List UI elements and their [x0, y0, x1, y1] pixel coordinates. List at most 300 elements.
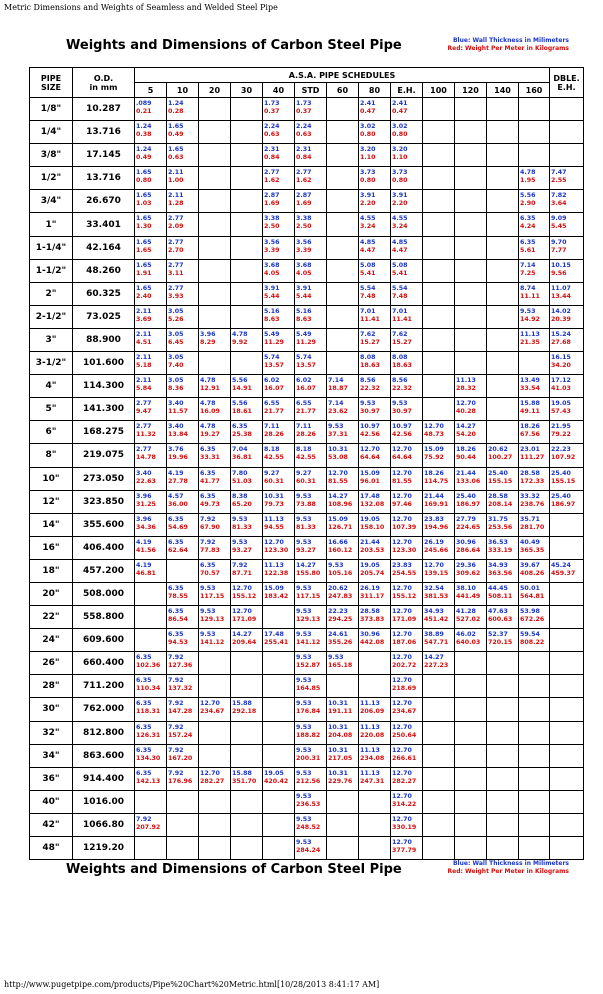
- pipe-size-cell: 2-1/2": [30, 305, 73, 328]
- od-cell: 914.400: [73, 767, 135, 790]
- value-cell: [231, 721, 263, 744]
- weight-value: 65.20: [232, 500, 252, 508]
- value-cell: [455, 328, 487, 351]
- wall-thickness-value: 21.95: [551, 423, 571, 431]
- value-cell: [167, 767, 199, 790]
- weight-value: 164.85: [296, 685, 321, 693]
- value-cell: [391, 375, 423, 398]
- wall-thickness-value: 2.77: [168, 261, 184, 269]
- value-cell: [423, 813, 455, 836]
- wall-thickness-value: 2.77: [168, 284, 184, 292]
- value-cell: [455, 444, 487, 467]
- pipe-size-cell: 26": [30, 652, 73, 675]
- weight-value: 1.10: [360, 154, 376, 162]
- wall-thickness-value: 2.77: [264, 169, 280, 177]
- value-cell: [359, 790, 391, 813]
- value-cell: [135, 398, 167, 421]
- wall-thickness-value: 9.53: [296, 515, 312, 523]
- value-cell: [391, 144, 423, 167]
- weight-value: 640.03: [456, 639, 481, 647]
- weight-value: 11.11: [520, 292, 540, 300]
- weight-value: 13.57: [296, 362, 316, 370]
- weight-value: 311.17: [360, 592, 385, 600]
- wall-thickness-value: 33.32: [520, 492, 540, 500]
- value-cell: [455, 698, 487, 721]
- footer-legend-weight: Red: Weight Per Meter in Kilograms: [447, 868, 569, 875]
- value-cell: [423, 190, 455, 213]
- weight-value: 20.39: [551, 315, 571, 323]
- weight-value: 255.41: [264, 639, 289, 647]
- value-cell: [167, 236, 199, 259]
- value-cell: [423, 444, 455, 467]
- od-cell: 17.145: [73, 144, 135, 167]
- value-cell: [199, 444, 231, 467]
- value-cell: [263, 190, 295, 213]
- value-cell: [359, 167, 391, 190]
- wall-thickness-value: 9.09: [551, 215, 567, 223]
- value-cell: [199, 652, 231, 675]
- weight-value: 408.26: [520, 569, 545, 577]
- value-cell: [263, 652, 295, 675]
- wall-thickness-value: 12.70: [392, 608, 412, 616]
- pipe-size-cell: 14": [30, 513, 73, 536]
- wall-thickness-value: 17.48: [264, 631, 284, 639]
- weight-value: 5.44: [264, 292, 280, 300]
- value-cell: [391, 767, 423, 790]
- wall-thickness-value: 4.78: [520, 169, 536, 177]
- table-row: [30, 421, 584, 444]
- value-cell: [199, 513, 231, 536]
- value-cell: [199, 213, 231, 236]
- value-cell: [423, 559, 455, 582]
- wall-thickness-value: 1.73: [296, 100, 312, 107]
- wall-thickness-value: 9.53: [328, 654, 344, 662]
- weight-value: 188.82: [296, 731, 321, 739]
- value-cell: [550, 305, 584, 328]
- value-cell: [231, 282, 263, 305]
- weight-value: 547.71: [424, 639, 449, 647]
- value-cell: [135, 305, 167, 328]
- wall-thickness-value: 7.14: [328, 400, 344, 408]
- od-cell: 273.050: [73, 467, 135, 490]
- value-cell: [519, 352, 550, 375]
- wall-thickness-value: 12.70: [200, 700, 220, 708]
- weight-value: 194.96: [424, 523, 449, 531]
- value-cell: [455, 98, 487, 121]
- value-cell: [167, 744, 199, 767]
- wall-thickness-value: 9.53: [200, 631, 216, 639]
- value-cell: [231, 259, 263, 282]
- value-cell: [295, 790, 327, 813]
- weight-value: 28.26: [296, 431, 316, 439]
- weight-value: 42.55: [264, 454, 284, 462]
- wall-thickness-value: 10.31: [264, 492, 284, 500]
- value-cell: [519, 444, 550, 467]
- value-cell: [487, 490, 519, 513]
- value-cell: [550, 582, 584, 605]
- wall-thickness-value: 12.70: [392, 446, 412, 454]
- weight-value: 355.26: [328, 639, 353, 647]
- wall-thickness-value: 12.70: [392, 469, 412, 477]
- weight-value: 114.75: [424, 477, 449, 485]
- weight-value: 266.61: [392, 754, 417, 762]
- table-row: [30, 213, 584, 236]
- value-cell: [135, 213, 167, 236]
- wall-thickness-value: 40.49: [520, 538, 540, 546]
- value-cell: [423, 698, 455, 721]
- value-cell: [327, 490, 359, 513]
- weight-value: 7.77: [551, 246, 567, 254]
- wall-thickness-value: 23.01: [520, 446, 540, 454]
- pipe-size-cell: 12": [30, 490, 73, 513]
- wall-thickness-value: 14.27: [456, 423, 476, 431]
- weight-value: 7.48: [392, 292, 408, 300]
- value-cell: [199, 236, 231, 259]
- value-cell: [487, 352, 519, 375]
- value-cell: [167, 282, 199, 305]
- value-cell: [263, 282, 295, 305]
- value-cell: [391, 513, 423, 536]
- value-cell: [391, 652, 423, 675]
- value-cell: [263, 121, 295, 144]
- weight-value: 254.55: [392, 569, 417, 577]
- value-cell: [487, 813, 519, 836]
- value-cell: [391, 398, 423, 421]
- value-cell: [199, 398, 231, 421]
- legend: [448, 37, 570, 53]
- weight-value: 245.66: [424, 546, 449, 554]
- value-cell: [135, 767, 167, 790]
- table-row: [30, 259, 584, 282]
- value-cell: [359, 213, 391, 236]
- weight-value: 127.36: [168, 662, 193, 670]
- weight-value: 363.56: [488, 569, 513, 577]
- wall-thickness-value: 9.70: [551, 238, 567, 246]
- value-cell: [327, 328, 359, 351]
- wall-thickness-value: 3.73: [392, 169, 408, 177]
- weight-value: 16.07: [264, 385, 284, 393]
- value-cell: [519, 144, 550, 167]
- weight-value: 281.70: [520, 523, 545, 531]
- value-cell: [455, 813, 487, 836]
- weight-value: 18.61: [232, 408, 252, 416]
- pipe-size-cell: 1": [30, 213, 73, 236]
- weight-value: 12.91: [200, 385, 220, 393]
- weight-value: 1.00: [168, 177, 184, 185]
- wall-thickness-value: 7.62: [392, 330, 408, 338]
- value-cell: [487, 767, 519, 790]
- weight-value: 5.41: [360, 269, 376, 277]
- value-cell: [359, 675, 391, 698]
- weight-value: 15.27: [360, 338, 380, 346]
- wall-thickness-value: 12.70: [264, 538, 284, 546]
- weight-value: 41.03: [551, 385, 571, 393]
- pipe-size-cell: 34": [30, 744, 73, 767]
- value-cell: [423, 490, 455, 513]
- table-row: [30, 652, 584, 675]
- value-cell: [550, 744, 584, 767]
- wall-thickness-value: 30.96: [360, 631, 380, 639]
- value-cell: [423, 236, 455, 259]
- wall-thickness-value: 10.15: [551, 261, 571, 269]
- weight-value: 7.40: [168, 362, 184, 370]
- value-cell: [135, 606, 167, 629]
- weight-value: 5.84: [136, 385, 152, 393]
- weight-value: 2.09: [168, 223, 184, 231]
- value-cell: [487, 121, 519, 144]
- wall-thickness-value: 3.76: [168, 446, 184, 454]
- wall-thickness-value: 7.92: [200, 515, 216, 523]
- table-row: [30, 790, 584, 813]
- schedule-col-header: 5: [135, 83, 167, 98]
- od-cell: 13.716: [73, 167, 135, 190]
- value-cell: [519, 167, 550, 190]
- value-cell: [167, 490, 199, 513]
- weight-value: 4.05: [264, 269, 280, 277]
- wall-thickness-value: 15.88: [232, 769, 252, 777]
- value-cell: [135, 837, 167, 860]
- wall-thickness-value: 8.74: [520, 284, 536, 292]
- value-cell: [423, 398, 455, 421]
- value-cell: [135, 490, 167, 513]
- weight-value: 18.87: [328, 385, 348, 393]
- value-cell: [550, 721, 584, 744]
- wall-thickness-value: 59.54: [520, 631, 540, 639]
- value-cell: [391, 213, 423, 236]
- wall-thickness-value: 9.53: [296, 631, 312, 639]
- value-cell: [231, 213, 263, 236]
- od-cell: 863.600: [73, 744, 135, 767]
- value-cell: [327, 282, 359, 305]
- wall-thickness-value: 7.11: [264, 423, 280, 431]
- wall-thickness-value: 12.70: [392, 654, 412, 662]
- wall-thickness-value: 4.78: [200, 400, 216, 408]
- wall-thickness-value: 11.13: [360, 700, 380, 708]
- value-cell: [167, 675, 199, 698]
- table-row: [30, 98, 584, 121]
- weight-value: 2.40: [136, 292, 152, 300]
- wall-thickness-value: 6.35: [136, 723, 152, 731]
- value-cell: [550, 236, 584, 259]
- wall-thickness-value: 2.24: [296, 123, 312, 131]
- value-cell: [391, 490, 423, 513]
- weight-value: 62.64: [168, 546, 188, 554]
- footer-legend-wall-thickness: Blue: Wall Thickness in Milimeters: [452, 860, 569, 867]
- weight-value: 5.44: [296, 292, 312, 300]
- weight-value: 286.64: [456, 546, 481, 554]
- wall-thickness-value: 2.77: [136, 400, 152, 408]
- value-cell: [487, 582, 519, 605]
- wall-thickness-value: 3.56: [264, 238, 280, 246]
- wall-thickness-value: 3.40: [168, 423, 184, 431]
- value-cell: [550, 767, 584, 790]
- wall-thickness-value: 6.35: [136, 700, 152, 708]
- value-cell: [550, 559, 584, 582]
- weight-value: 204.08: [328, 731, 353, 739]
- value-cell: [295, 721, 327, 744]
- wall-thickness-value: 7.92: [136, 815, 152, 823]
- wall-thickness-value: 3.40: [168, 400, 184, 408]
- pipe-size-cell: 3/4": [30, 190, 73, 213]
- wall-thickness-value: 10.31: [328, 446, 348, 454]
- pipe-size-cell: 20": [30, 582, 73, 605]
- weight-value: 282.27: [392, 777, 417, 785]
- value-cell: [487, 259, 519, 282]
- pipe-size-cell: 48": [30, 837, 73, 860]
- wall-thickness-value: 8.56: [392, 377, 408, 385]
- wall-thickness-value: 6.35: [168, 515, 184, 523]
- weight-value: 2.90: [520, 200, 536, 208]
- weight-value: 220.08: [360, 731, 385, 739]
- weight-value: 11.57: [168, 408, 188, 416]
- pipe-size-cell: 18": [30, 559, 73, 582]
- wall-thickness-value: 1.65: [136, 261, 152, 269]
- weight-value: 227.23: [424, 662, 449, 670]
- weight-value: 212.56: [296, 777, 321, 785]
- value-cell: [391, 606, 423, 629]
- value-cell: [295, 121, 327, 144]
- value-cell: [327, 559, 359, 582]
- wall-thickness-value: 12.70: [328, 469, 348, 477]
- value-cell: [487, 305, 519, 328]
- value-cell: [550, 328, 584, 351]
- value-cell: [135, 328, 167, 351]
- weight-value: 41.56: [136, 546, 156, 554]
- value-cell: [423, 744, 455, 767]
- weight-value: 81.55: [392, 477, 412, 485]
- value-cell: [423, 536, 455, 559]
- value-cell: [135, 721, 167, 744]
- value-cell: [167, 652, 199, 675]
- footer-legend: [448, 860, 570, 876]
- weight-value: 1.28: [168, 200, 184, 208]
- wall-thickness-value: 7.80: [232, 469, 248, 477]
- wall-thickness-value: 1.24: [168, 100, 184, 107]
- weight-value: 13.57: [264, 362, 284, 370]
- wall-thickness-value: 9.53: [296, 538, 312, 546]
- value-cell: [391, 121, 423, 144]
- value-cell: [231, 421, 263, 444]
- value-cell: [550, 213, 584, 236]
- value-cell: [359, 259, 391, 282]
- value-cell: [519, 190, 550, 213]
- value-cell: [167, 375, 199, 398]
- value-cell: [199, 167, 231, 190]
- value-cell: [391, 790, 423, 813]
- value-cell: [359, 467, 391, 490]
- wall-thickness-value: 45.24: [551, 561, 571, 569]
- value-cell: [359, 190, 391, 213]
- value-cell: [359, 144, 391, 167]
- weight-value: 0.80: [360, 177, 376, 185]
- value-cell: [295, 467, 327, 490]
- value-cell: [231, 236, 263, 259]
- weight-value: 205.74: [360, 569, 385, 577]
- value-cell: [391, 236, 423, 259]
- value-cell: [391, 259, 423, 282]
- value-cell: [487, 98, 519, 121]
- weight-value: 3.93: [168, 292, 184, 300]
- wall-thickness-value: 9.53: [296, 792, 312, 800]
- value-cell: [327, 144, 359, 167]
- weight-value: 0.80: [392, 177, 408, 185]
- value-cell: [135, 536, 167, 559]
- wall-thickness-value: 1.65: [168, 123, 184, 131]
- weight-value: 5.61: [520, 246, 536, 254]
- value-cell: [391, 282, 423, 305]
- od-cell: 406.400: [73, 536, 135, 559]
- value-cell: [455, 213, 487, 236]
- weight-value: 672.26: [520, 616, 545, 624]
- wall-thickness-value: 2.77: [168, 215, 184, 223]
- value-cell: [391, 421, 423, 444]
- wall-thickness-value: 2.11: [136, 377, 152, 385]
- weight-value: 207.92: [136, 823, 161, 831]
- weight-value: 73.88: [296, 500, 316, 508]
- wall-thickness-value: 7.01: [360, 307, 376, 315]
- value-cell: [359, 582, 391, 605]
- schedule-col-header: 30: [231, 83, 263, 98]
- value-cell: [167, 444, 199, 467]
- od-cell: 60.325: [73, 282, 135, 305]
- weight-value: 158.10: [360, 523, 385, 531]
- value-cell: [327, 190, 359, 213]
- wall-thickness-value: 34.93: [488, 561, 508, 569]
- wall-thickness-value: 12.70: [392, 515, 412, 523]
- value-cell: [487, 536, 519, 559]
- value-cell: [455, 767, 487, 790]
- wall-thickness-value: 9.53: [328, 561, 344, 569]
- value-cell: [167, 144, 199, 167]
- wall-thickness-value: 12.70: [424, 561, 444, 569]
- value-cell: [327, 352, 359, 375]
- value-cell: [327, 813, 359, 836]
- value-cell: [550, 352, 584, 375]
- value-cell: [231, 813, 263, 836]
- value-cell: [550, 121, 584, 144]
- value-cell: [519, 236, 550, 259]
- value-cell: [550, 813, 584, 836]
- weight-value: 351.70: [232, 777, 257, 785]
- wall-thickness-value: 3.56: [296, 238, 312, 246]
- pipe-table: [29, 67, 584, 860]
- weight-value: 155.80: [296, 569, 321, 577]
- value-cell: [295, 328, 327, 351]
- value-cell: [550, 375, 584, 398]
- wall-thickness-value: 1.73: [264, 100, 280, 107]
- value-cell: [295, 375, 327, 398]
- value-cell: [167, 536, 199, 559]
- value-cell: [519, 790, 550, 813]
- value-cell: [295, 559, 327, 582]
- od-cell: 508.000: [73, 582, 135, 605]
- wall-thickness-value: 20.62: [328, 584, 348, 592]
- value-cell: [199, 559, 231, 582]
- table-row: [30, 837, 584, 860]
- wall-thickness-value: 12.70: [392, 815, 412, 823]
- wall-thickness-value: 1.65: [136, 238, 152, 246]
- weight-value: 4.47: [392, 246, 408, 254]
- weight-value: 206.09: [360, 708, 385, 716]
- value-cell: [199, 721, 231, 744]
- wall-thickness-value: 2.77: [296, 169, 312, 177]
- od-cell: 1219.20: [73, 837, 135, 860]
- pipe-size-cell: 42": [30, 813, 73, 836]
- value-cell: [167, 813, 199, 836]
- value-cell: [295, 513, 327, 536]
- value-cell: [550, 444, 584, 467]
- od-cell: 13.716: [73, 121, 135, 144]
